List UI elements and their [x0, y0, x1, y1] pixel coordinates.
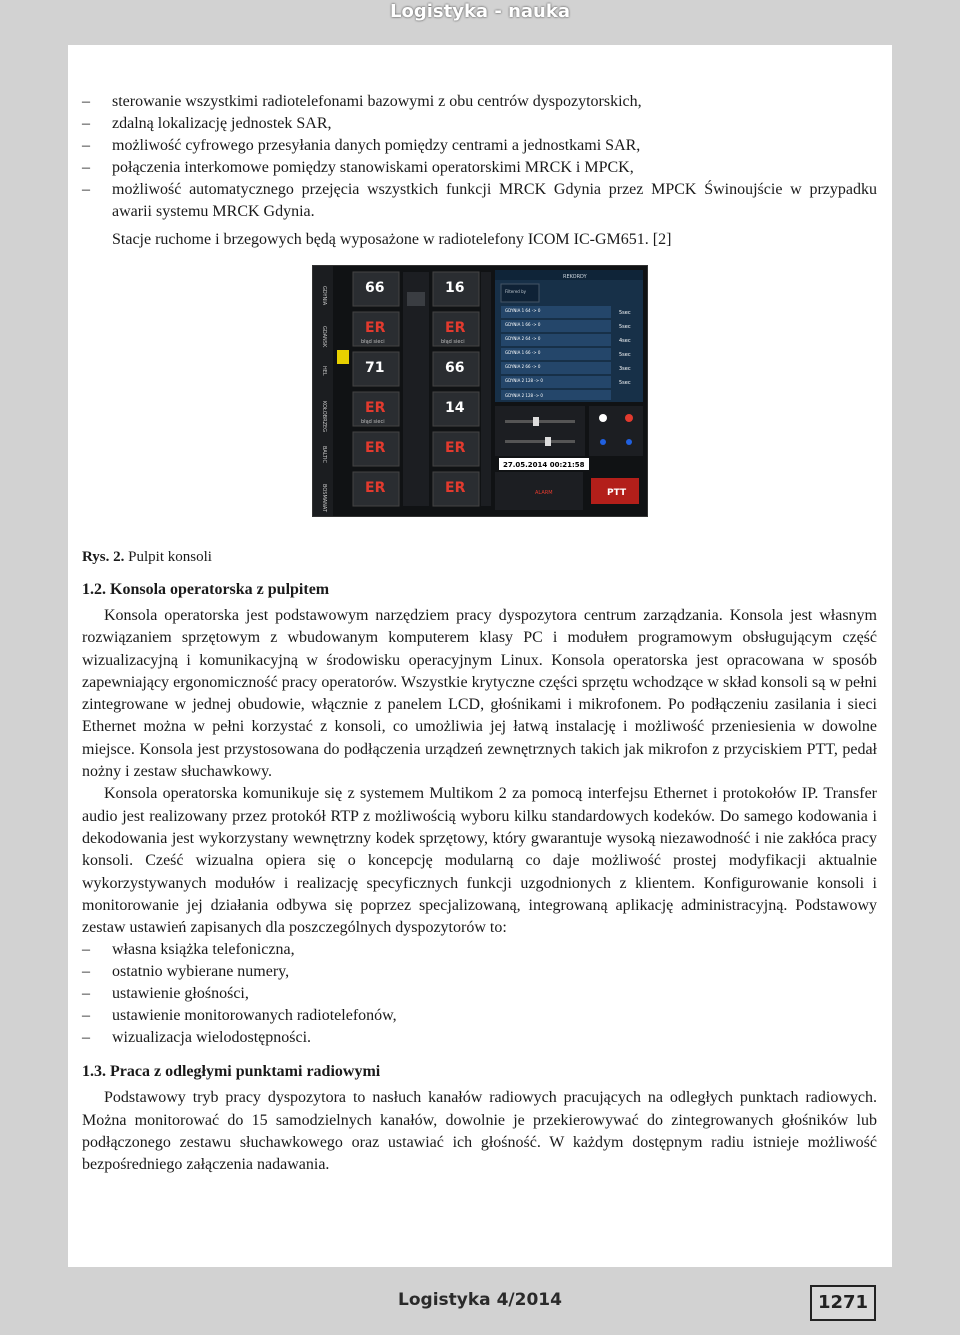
panel-left-label: KOŁOBRZEG — [321, 401, 327, 433]
record-time: 5sec — [619, 380, 631, 386]
record-name: GDYNIA 1 66 -> 0 — [505, 322, 541, 327]
figure — [82, 261, 877, 567]
panel-left-label: BOSMANAT — [321, 484, 327, 513]
channel-tile-value: ER — [365, 400, 386, 416]
channel-tile-value: ER — [445, 440, 466, 456]
channel-tile-value: 14 — [445, 400, 465, 416]
channel-tile-error: błąd sieci — [361, 419, 385, 425]
record-name: GDYNIA 2 128 -> 0 — [505, 378, 543, 383]
console-screenshot — [312, 265, 648, 517]
panel-ptt: PTT — [607, 488, 627, 498]
record-name: GDYNIA 2 66 -> 0 — [505, 364, 541, 369]
channel-tile-value: ER — [365, 440, 386, 456]
section-heading-1-3: 1.3. Praca z odległymi punktami radiowymi — [82, 1063, 381, 1081]
console-panel-graphic — [313, 266, 647, 516]
record-time: 4sec — [619, 338, 631, 344]
channel-tile-value: ER — [445, 320, 466, 336]
article-body — [82, 91, 877, 1177]
record-name: GDYNIA 1 66 -> 0 — [505, 350, 541, 355]
list-item: – własna książka telefoniczna, — [82, 939, 877, 961]
page-sheet — [68, 45, 892, 1267]
records-title: REKORDY — [563, 274, 587, 280]
panel-left-label: GDANSK — [321, 326, 327, 348]
channel-tile-error: błąd sieci — [361, 339, 385, 345]
panel-datetime: 27.05.2014 00:21:58 — [503, 461, 585, 469]
record-name: GDYNIA 2 64 -> 0 — [505, 336, 541, 341]
channel-tile-value: 71 — [365, 360, 385, 376]
channel-tile-error: błąd sieci — [441, 339, 465, 345]
paragraph: Konsola operatorska jest podstawowym narzędziem pracy dyspozytora centrum zarządzania. Konsola jest własnym rozwiązaniem sprzętowym z wbudowanym komputerem klasy PC i modułem programowym obsługującym część wizualizacyjną i komunikacyjną w środowisku operacyjnym Linux. Konsola operatorska jest opracowana w sposób zapewniający ergonomiczność pracy operatorów. Wszystkie krytyczne części sprzętu wchodzące w skład konsoli są w pełni zintegrowane w jednej obudowie, włącznie z panelem LCD, głośnikami i mikrofonem. Po podłączeniu zasilania i sieci Ethernet można w pełni korzystać z konsoli, co umożliwia jej łatwą instalację i możliwość przeniesienia w dowolne miejsce. Konsola jest przystosowana do podłączenia urządzeń zewnętrznych takich jak mikrofon z przyciskiem PTT, pedał nożny i zestaw słuchawkowy. — [82, 607, 877, 781]
settings-list — [82, 939, 877, 1049]
channel-tile-value: 66 — [445, 360, 465, 376]
list-item: – ustawienie monitorowanych radiotelefonów, — [82, 1005, 877, 1027]
channel-tile-value: ER — [445, 480, 466, 496]
record-time: 5sec — [619, 324, 631, 330]
list-item: – zdalną lokalizację jednostek SAR, — [82, 113, 877, 135]
panel-left-label: HEL — [321, 366, 327, 376]
figure-caption-label: Rys. 2. — [82, 549, 125, 565]
record-time: 3sec — [619, 366, 631, 372]
channel-tile-value: 66 — [365, 280, 385, 296]
record-time: 5sec — [619, 352, 631, 358]
list-item: – ostatnio wybierane numery, — [82, 961, 877, 983]
stations-sentence: Stacje ruchome i brzegowych będą wyposażone w radiotelefony ICOM IC-GM651. [2] — [112, 231, 672, 248]
list-item: – ustawienie głośności, — [82, 983, 877, 1005]
list-item: – sterowanie wszystkimi radiotelefonami bazowymi z obu centrów dyspozytorskich, — [82, 91, 877, 113]
intro-list — [82, 91, 877, 223]
list-item: – możliwość automatycznego przejęcia wszystkich funkcji MRCK Gdynia przez MPCK Świnoujście w przypadku awarii systemu MRCK Gdynia. — [82, 179, 877, 223]
panel-left-label: GDYNIA — [321, 286, 327, 306]
page-number: 1271 — [810, 1285, 876, 1321]
record-name: GDYNIA 2 128 -> 0 — [505, 393, 543, 398]
figure-caption — [82, 547, 212, 567]
channel-tile-value: ER — [365, 320, 386, 336]
paragraph: Podstawowy tryb pracy dyspozytora to nasłuch kanałów radiowych pracujących na odległych punktach radiowych. Można monitorować do 15 samodzielnych kanałów, dowolnie je przekierowywać do zintegrowanych głośników lub podłączonego zestawu słuchawkowego oraz ustawiać ich głośność. W każdym dostępnym radiu istnieje możliwość bezpośredniego załączenia nadawania. — [82, 1089, 877, 1174]
records-filter: Filtered by — [505, 289, 526, 294]
list-item: – wizualizacja wielodostępności. — [82, 1027, 877, 1049]
panel-alarm: ALARM — [535, 490, 553, 496]
panel-left-label: BALTIC — [321, 446, 327, 463]
section-heading-1-2: 1.2. Konsola operatorska z pulpitem — [82, 581, 330, 598]
record-name: GDYNIA 1 64 -> 0 — [505, 308, 541, 313]
footer-journal: Logistyka 4/2014 — [398, 1290, 562, 1310]
paragraph: Konsola operatorska komunikuje się z systemem Multikom 2 za pomocą interfejsu Ethernet i protokołów IP. Transfer audio jest realizowany przez protokół RTP z możliwością wyboru kilku standardowych kodeków. Do samego kodowania i dekodowania jest wykorzystany wewnętrzny kodek sprzętowy, który gwarantuje wysoką niezawodność i nie zakłóca pracy konsoli. Cześć wizualna opiera się o koncepcję modularną co daje możliwość prostej modyfikacji aktualnie wykorzystywanych modułów i realizację specyficznych funkcji uzgodnionych z klientem. Konfigurowanie konsoli i monitorowanie jej działania odbywa się poprzez specjalizowaną, integrowaną aplikację administracyjną. Podstawowy zestaw ustawień zapisanych dla poszczególnych dyspozytorów to: — [82, 785, 877, 937]
figure-caption-text: Pulpit konsoli — [124, 549, 212, 565]
channel-tile-value: ER — [365, 480, 386, 496]
channel-tile-value: 16 — [445, 280, 465, 296]
list-item: – połączenia interkomowe pomiędzy stanowiskami operatorskimi MRCK i MPCK, — [82, 157, 877, 179]
record-time: 5sec — [619, 310, 631, 316]
list-item: – możliwość cyfrowego przesyłania danych pomiędzy centrami a jednostkami SAR, — [82, 135, 877, 157]
running-header: Logistyka - nauka — [390, 1, 570, 22]
